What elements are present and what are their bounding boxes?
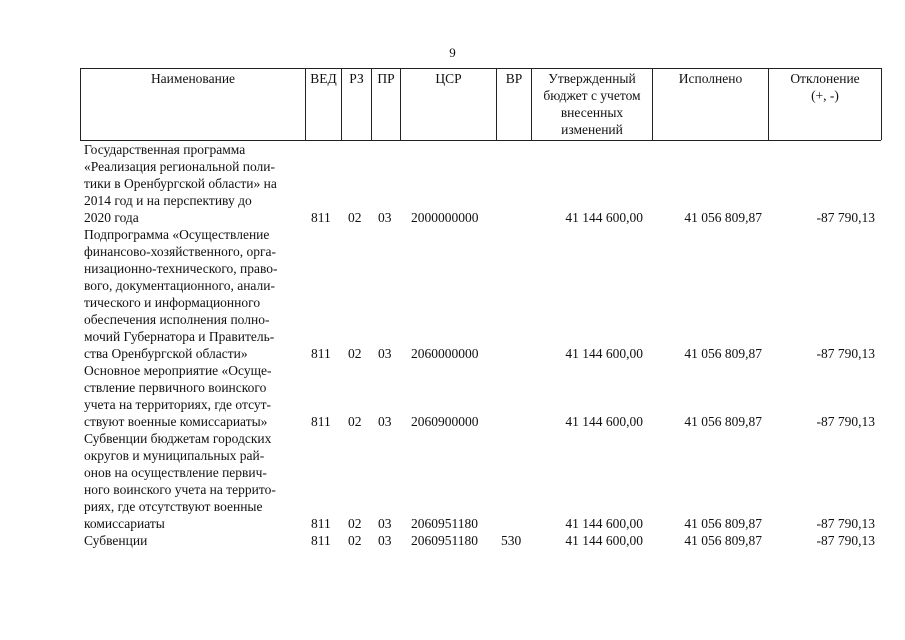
row-pr: 03 — [378, 346, 392, 361]
header-rz: РЗ — [349, 71, 364, 86]
header-csr: ЦСР — [435, 71, 462, 86]
row-deviation: -87 790,13 — [816, 533, 875, 548]
row-ved: 811 — [311, 533, 331, 548]
header-pr: ПР — [377, 71, 395, 86]
page-number: 9 — [449, 45, 456, 60]
header-ved: ВЕД — [310, 71, 337, 86]
row-vr: 530 — [501, 533, 522, 548]
table-row — [0, 430, 905, 532]
table-row — [0, 532, 905, 549]
row-deviation: -87 790,13 — [816, 346, 875, 361]
row-pr: 03 — [378, 414, 392, 429]
row-csr: 2060000000 — [411, 346, 479, 361]
row-budget: 41 144 600,00 — [565, 346, 643, 361]
row-deviation: -87 790,13 — [816, 414, 875, 429]
row-rz: 02 — [348, 210, 362, 225]
table-row — [0, 226, 905, 362]
row-csr: 2060951180 — [411, 533, 478, 548]
header-vr: ВР — [505, 71, 523, 86]
row-csr: 2060900000 — [411, 414, 479, 429]
table-row — [0, 362, 905, 430]
row-rz: 02 — [348, 346, 362, 361]
row-name: Основное мероприятие «Осуще- ствление первичного воинского учета на территориях, где отсут- ствуют военные комиссариаты» — [84, 363, 272, 429]
row-executed: 41 056 809,87 — [684, 414, 762, 429]
row-executed: 41 056 809,87 — [684, 533, 762, 548]
row-deviation: -87 790,13 — [816, 210, 875, 225]
row-executed: 41 056 809,87 — [684, 210, 762, 225]
row-executed: 41 056 809,87 — [684, 516, 762, 531]
row-ved: 811 — [311, 210, 331, 225]
header-top-border — [80, 68, 881, 69]
row-pr: 03 — [378, 533, 392, 548]
row-executed: 41 056 809,87 — [684, 346, 762, 361]
row-budget: 41 144 600,00 — [565, 414, 643, 429]
header-budget: Утвержденный бюджет с учетом внесенных изменений — [543, 71, 641, 137]
row-deviation: -87 790,13 — [816, 516, 875, 531]
row-rz: 02 — [348, 533, 362, 548]
table-row — [0, 141, 905, 226]
header-executed: Исполнено — [678, 71, 743, 86]
row-budget: 41 144 600,00 — [565, 210, 643, 225]
row-name: Государственная программа «Реализация региональной поли- тики в Оренбургской области» на 2014 год и на перспективу до 2020 года — [84, 142, 277, 225]
row-ved: 811 — [311, 516, 331, 531]
row-name: Подпрограмма «Осуществление финансово-хозяйственного, орга- низационно-технического, право- вого, документационного, анали- тического и информационного обеспечения исполнения полно- мочий Губернатора и Правитель- ства Оренбургской области» — [84, 227, 278, 361]
row-pr: 03 — [378, 516, 392, 531]
row-csr: 2060951180 — [411, 516, 478, 531]
header-name: Наименование — [150, 71, 236, 86]
row-name: Субвенции бюджетам городских округов и муниципальных рай- онов на осуществление первич- ного воинского учета на террито- риях, где отсутствуют военные комиссариаты — [84, 431, 276, 531]
row-budget: 41 144 600,00 — [565, 516, 643, 531]
row-ved: 811 — [311, 346, 331, 361]
row-name: Субвенции — [84, 533, 148, 548]
row-ved: 811 — [311, 414, 331, 429]
row-rz: 02 — [348, 516, 362, 531]
row-rz: 02 — [348, 414, 362, 429]
header-divider — [881, 68, 882, 140]
row-pr: 03 — [378, 210, 392, 225]
header-deviation: Отклонение (+, -) — [790, 71, 860, 103]
row-budget: 41 144 600,00 — [565, 533, 643, 548]
row-csr: 2000000000 — [411, 210, 479, 225]
